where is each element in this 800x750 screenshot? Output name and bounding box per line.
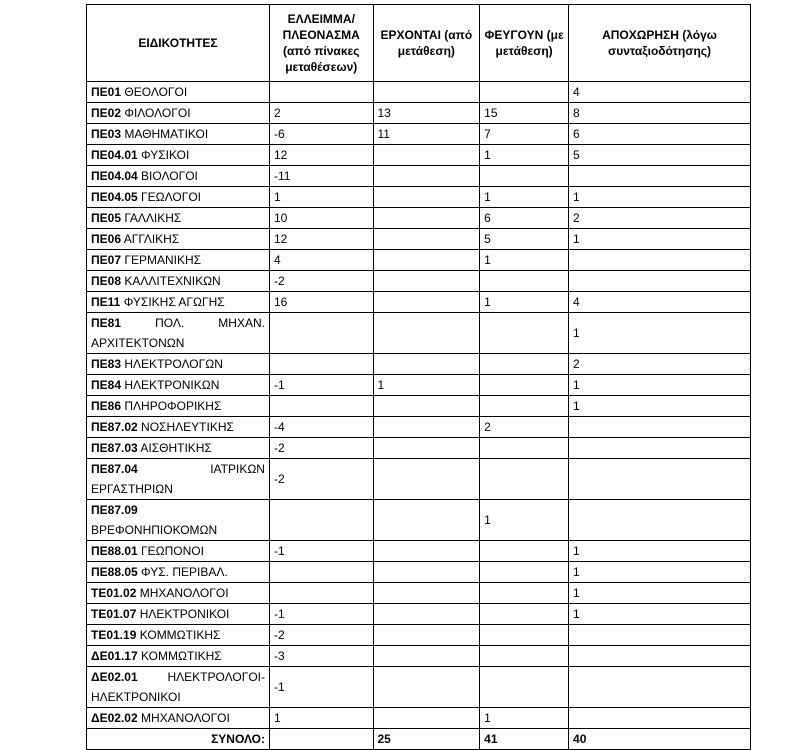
retirement-cell xyxy=(569,500,751,541)
deficit-cell: -1 xyxy=(269,604,373,625)
table-row xyxy=(87,354,751,375)
specialty-code: ΠΕ05 xyxy=(91,211,122,225)
table-row xyxy=(87,562,751,583)
specialty-code: ΠΕ86 xyxy=(91,399,122,413)
retirement-cell: 1 xyxy=(569,313,751,354)
deficit-cell: -6 xyxy=(269,124,373,145)
deficit-cell: -11 xyxy=(269,166,373,187)
specialty-cell xyxy=(87,208,270,229)
specialty-code: ΠΕ04.04 xyxy=(91,169,138,183)
incoming-cell xyxy=(373,646,480,667)
specialty-name: ΗΛΕΚΤΡΟΛΟΓΩΝ xyxy=(124,357,223,371)
table-row xyxy=(87,250,751,271)
retirement-cell xyxy=(569,438,751,459)
specialty-code: ΠΕ81 xyxy=(91,316,122,330)
total-outgoing: 41 xyxy=(480,729,569,750)
incoming-cell: 1 xyxy=(373,375,480,396)
deficit-cell: 4 xyxy=(269,250,373,271)
specialty-cell xyxy=(87,396,270,417)
retirement-cell: 1 xyxy=(569,604,751,625)
deficit-cell: -2 xyxy=(269,271,373,292)
table-row xyxy=(87,625,751,646)
specialty-cell xyxy=(87,250,270,271)
outgoing-cell: 1 xyxy=(480,187,569,208)
outgoing-cell: 6 xyxy=(480,208,569,229)
deficit-cell xyxy=(269,313,373,354)
specialty-code: ΠΕ87.03 xyxy=(91,441,138,455)
deficit-cell xyxy=(269,562,373,583)
table-row xyxy=(87,229,751,250)
outgoing-cell: 1 xyxy=(480,500,569,541)
incoming-cell xyxy=(373,583,480,604)
deficit-cell: 2 xyxy=(269,103,373,124)
specialty-name: ΜΑΘΗΜΑΤΙΚΟΙ xyxy=(124,127,209,141)
incoming-cell xyxy=(373,313,480,354)
table-row xyxy=(87,187,751,208)
deficit-cell: 16 xyxy=(269,292,373,313)
specialty-cell xyxy=(87,562,270,583)
outgoing-cell: 15 xyxy=(480,103,569,124)
retirement-cell xyxy=(569,667,751,708)
header-specialty: ΕΙΔΙΚΟΤΗΤΕΣ xyxy=(87,5,270,82)
specialty-code: ΔΕ01.17 xyxy=(91,649,138,663)
specialty-code: ΠΕ08 xyxy=(91,274,122,288)
table-row xyxy=(87,583,751,604)
specialty-name: ΘΕΟΛΟΓΟΙ xyxy=(124,85,188,99)
table-row xyxy=(87,541,751,562)
specialty-cell xyxy=(87,354,270,375)
specialty-cell xyxy=(87,292,270,313)
specialty-code: ΔΕ02.01 xyxy=(91,670,138,684)
table-row xyxy=(87,82,751,103)
incoming-cell xyxy=(373,667,480,708)
table-row xyxy=(87,604,751,625)
retirement-cell: 2 xyxy=(569,208,751,229)
table-row xyxy=(87,124,751,145)
outgoing-cell xyxy=(480,541,569,562)
deficit-cell: 10 xyxy=(269,208,373,229)
specialty-name: ΓΑΛΛΙΚΗΣ xyxy=(124,211,182,225)
deficit-cell xyxy=(269,500,373,541)
specialty-code: ΠΕ88.01 xyxy=(91,544,138,558)
incoming-cell xyxy=(373,82,480,103)
specialty-name: ΠΟΛ. ΜΗΧΑΝ. ΑΡΧΙΤΕΚΤΟΝΩΝ xyxy=(91,316,265,350)
specialty-name: ΚΟΜΜΩΤΙΚΗΣ xyxy=(141,649,222,663)
specialty-code: ΤΕ01.07 xyxy=(91,607,137,621)
specialty-cell xyxy=(87,604,270,625)
specialty-cell xyxy=(87,313,270,354)
header-incoming: ΕΡΧΟΝΤΑΙ (από μετάθεση) xyxy=(373,5,480,82)
specialty-cell xyxy=(87,103,270,124)
incoming-cell xyxy=(373,250,480,271)
outgoing-cell xyxy=(480,313,569,354)
retirement-cell xyxy=(569,271,751,292)
deficit-cell: -3 xyxy=(269,646,373,667)
deficit-cell xyxy=(269,354,373,375)
outgoing-cell: 2 xyxy=(480,417,569,438)
specialty-cell xyxy=(87,82,270,103)
table-row xyxy=(87,459,751,500)
specialty-name: ΦΥΣΙΚΗΣ ΑΓΩΓΗΣ xyxy=(123,295,225,309)
retirement-cell: 1 xyxy=(569,229,751,250)
outgoing-cell xyxy=(480,271,569,292)
outgoing-cell xyxy=(480,396,569,417)
specialty-cell xyxy=(87,417,270,438)
deficit-cell: 12 xyxy=(269,229,373,250)
retirement-cell: 1 xyxy=(569,562,751,583)
specialty-name: ΗΛΕΚΤΡΟΝΙΚΟΙ xyxy=(139,607,230,621)
retirement-cell xyxy=(569,625,751,646)
specialty-name: ΙΑΤΡΙΚΩΝ ΕΡΓΑΣΤΗΡΙΩΝ xyxy=(91,462,265,496)
retirement-cell: 4 xyxy=(569,82,751,103)
incoming-cell xyxy=(373,438,480,459)
retirement-cell xyxy=(569,417,751,438)
specialty-name: ΗΛΕΚΤΡΟΛΟΓΟΙ-ΗΛΕΚΤΡΟΝΙΚΟΙ xyxy=(91,670,265,704)
outgoing-cell xyxy=(480,375,569,396)
deficit-cell: -2 xyxy=(269,625,373,646)
outgoing-cell xyxy=(480,604,569,625)
header-retirement: ΑΠΟΧΩΡΗΣΗ (λόγω συνταξιοδότησης) xyxy=(569,5,751,82)
specialty-cell xyxy=(87,708,270,729)
retirement-cell: 1 xyxy=(569,375,751,396)
specialty-name: ΒΙΟΛΟΓΟΙ xyxy=(141,169,198,183)
header-deficit: ΕΛΛΕΙΜΜΑ/ ΠΛΕΟΝΑΣΜΑ (από πίνακες μεταθέσεων) xyxy=(269,5,373,82)
retirement-cell: 8 xyxy=(569,103,751,124)
incoming-cell xyxy=(373,541,480,562)
incoming-cell xyxy=(373,271,480,292)
outgoing-cell: 1 xyxy=(480,250,569,271)
outgoing-cell: 7 xyxy=(480,124,569,145)
specialty-name: ΒΡΕΦΟΝΗΠΙΟΚΟΜΩΝ xyxy=(91,523,218,537)
specialty-name: ΜΗΧΑΝΟΛΟΓΟΙ xyxy=(139,586,229,600)
specialty-code: ΔΕ02.02 xyxy=(91,711,138,725)
outgoing-cell xyxy=(480,562,569,583)
specialty-name: ΝΟΣΗΛΕΥΤΙΚΗΣ xyxy=(141,420,234,434)
specialty-name: ΓΕΩΛΟΓΟΙ xyxy=(141,190,202,204)
total-row xyxy=(87,729,751,750)
specialty-cell xyxy=(87,166,270,187)
table-row xyxy=(87,166,751,187)
retirement-cell xyxy=(569,646,751,667)
deficit-cell: -1 xyxy=(269,541,373,562)
outgoing-cell xyxy=(480,583,569,604)
specialty-name: ΦΙΛΟΛΟΓΟΙ xyxy=(124,106,191,120)
outgoing-cell xyxy=(480,354,569,375)
incoming-cell xyxy=(373,354,480,375)
table-row xyxy=(87,313,751,354)
incoming-cell xyxy=(373,604,480,625)
incoming-cell xyxy=(373,417,480,438)
incoming-cell xyxy=(373,166,480,187)
deficit-cell: 12 xyxy=(269,145,373,166)
table-row xyxy=(87,438,751,459)
retirement-cell xyxy=(569,459,751,500)
deficit-cell: -1 xyxy=(269,375,373,396)
deficit-cell: -2 xyxy=(269,459,373,500)
retirement-cell: 1 xyxy=(569,541,751,562)
table-row xyxy=(87,292,751,313)
incoming-cell xyxy=(373,187,480,208)
incoming-cell xyxy=(373,625,480,646)
specialty-code: ΠΕ02 xyxy=(91,106,122,120)
specialty-name: ΦΥΣΙΚΟΙ xyxy=(141,148,190,162)
specialty-code: ΠΕ87.02 xyxy=(91,420,138,434)
retirement-cell xyxy=(569,166,751,187)
specialty-cell xyxy=(87,646,270,667)
retirement-cell: 5 xyxy=(569,145,751,166)
table-row xyxy=(87,646,751,667)
total-retirement: 40 xyxy=(569,729,751,750)
specialty-cell xyxy=(87,187,270,208)
specialty-code: ΠΕ03 xyxy=(91,127,122,141)
specialty-name: ΑΙΣΘΗΤΙΚΗΣ xyxy=(140,441,212,455)
outgoing-cell: 1 xyxy=(480,292,569,313)
retirement-cell: 1 xyxy=(569,583,751,604)
retirement-cell: 1 xyxy=(569,396,751,417)
specialty-code: ΠΕ88.05 xyxy=(91,565,138,579)
specialty-code: ΠΕ04.01 xyxy=(91,148,138,162)
incoming-cell xyxy=(373,396,480,417)
incoming-cell: 11 xyxy=(373,124,480,145)
retirement-cell: 6 xyxy=(569,124,751,145)
outgoing-cell xyxy=(480,166,569,187)
specialty-name: ΚΟΜΜΩΤΙΚΗΣ xyxy=(139,628,221,642)
incoming-cell xyxy=(373,229,480,250)
deficit-cell xyxy=(269,583,373,604)
specialty-name: ΑΓΓΛΙΚΗΣ xyxy=(123,232,180,246)
retirement-cell xyxy=(569,250,751,271)
specialties-table xyxy=(86,4,751,750)
specialty-cell xyxy=(87,667,270,708)
incoming-cell xyxy=(373,292,480,313)
outgoing-cell: 1 xyxy=(480,145,569,166)
specialty-cell xyxy=(87,271,270,292)
table-row xyxy=(87,375,751,396)
specialty-name: ΜΗΧΑΝΟΛΟΓΟΙ xyxy=(141,711,230,725)
outgoing-cell xyxy=(480,438,569,459)
retirement-cell: 4 xyxy=(569,292,751,313)
total-incoming: 25 xyxy=(373,729,480,750)
table-row xyxy=(87,417,751,438)
incoming-cell xyxy=(373,562,480,583)
deficit-cell: 1 xyxy=(269,187,373,208)
specialty-name: ΦΥΣ. ΠΕΡΙΒΑΛ. xyxy=(141,565,228,579)
table-row xyxy=(87,208,751,229)
specialty-cell xyxy=(87,583,270,604)
specialty-name: ΗΛΕΚΤΡΟΝΙΚΩΝ xyxy=(124,378,220,392)
specialty-cell xyxy=(87,541,270,562)
table-row xyxy=(87,708,751,729)
specialty-name: ΠΛΗΡΟΦΟΡΙΚΗΣ xyxy=(124,399,222,413)
deficit-cell xyxy=(269,82,373,103)
specialty-code: ΠΕ07 xyxy=(91,253,122,267)
deficit-cell: -1 xyxy=(269,667,373,708)
header-outgoing: ΦΕΥΓΟΥΝ (με μετάθεση) xyxy=(480,5,569,82)
specialty-code: ΠΕ01 xyxy=(91,85,122,99)
specialty-cell xyxy=(87,438,270,459)
table-row xyxy=(87,667,751,708)
table-row xyxy=(87,396,751,417)
header-row xyxy=(87,5,751,82)
total-deficit xyxy=(269,729,373,750)
specialty-code: ΠΕ83 xyxy=(91,357,122,371)
deficit-cell xyxy=(269,396,373,417)
outgoing-cell xyxy=(480,459,569,500)
specialty-name: ΓΕΩΠΟΝΟΙ xyxy=(141,544,204,558)
outgoing-cell: 5 xyxy=(480,229,569,250)
incoming-cell xyxy=(373,145,480,166)
specialty-cell xyxy=(87,500,270,541)
specialty-code: ΠΕ87.04 xyxy=(91,462,138,476)
specialty-code: ΤΕ01.19 xyxy=(91,628,137,642)
outgoing-cell xyxy=(480,646,569,667)
deficit-cell: -4 xyxy=(269,417,373,438)
specialty-cell xyxy=(87,459,270,500)
specialty-code: ΤΕ01.02 xyxy=(91,586,137,600)
specialty-cell xyxy=(87,145,270,166)
specialty-code: ΠΕ84 xyxy=(91,378,122,392)
incoming-cell xyxy=(373,459,480,500)
incoming-cell xyxy=(373,500,480,541)
specialty-cell xyxy=(87,229,270,250)
specialty-cell xyxy=(87,625,270,646)
outgoing-cell xyxy=(480,82,569,103)
specialty-code: ΠΕ87.09 xyxy=(91,503,138,517)
specialty-name: ΚΑΛΛΙΤΕΧΝΙΚΩΝ xyxy=(124,274,221,288)
deficit-cell: 1 xyxy=(269,708,373,729)
specialty-code: ΠΕ06 xyxy=(91,232,122,246)
incoming-cell xyxy=(373,208,480,229)
retirement-cell: 1 xyxy=(569,187,751,208)
incoming-cell xyxy=(373,708,480,729)
incoming-cell: 13 xyxy=(373,103,480,124)
table-row xyxy=(87,145,751,166)
specialty-code: ΠΕ04.05 xyxy=(91,190,138,204)
specialty-code: ΠΕ11 xyxy=(91,295,121,309)
retirement-cell: 2 xyxy=(569,354,751,375)
specialty-cell xyxy=(87,375,270,396)
specialty-name: ΓΕΡΜΑΝΙΚΗΣ xyxy=(124,253,202,267)
table-row xyxy=(87,271,751,292)
outgoing-cell xyxy=(480,667,569,708)
specialty-cell xyxy=(87,124,270,145)
total-label: ΣΥΝΟΛΟ: xyxy=(87,729,270,750)
table-row xyxy=(87,103,751,124)
outgoing-cell: 1 xyxy=(480,708,569,729)
retirement-cell xyxy=(569,708,751,729)
table-row xyxy=(87,500,751,541)
outgoing-cell xyxy=(480,625,569,646)
deficit-cell: -2 xyxy=(269,438,373,459)
